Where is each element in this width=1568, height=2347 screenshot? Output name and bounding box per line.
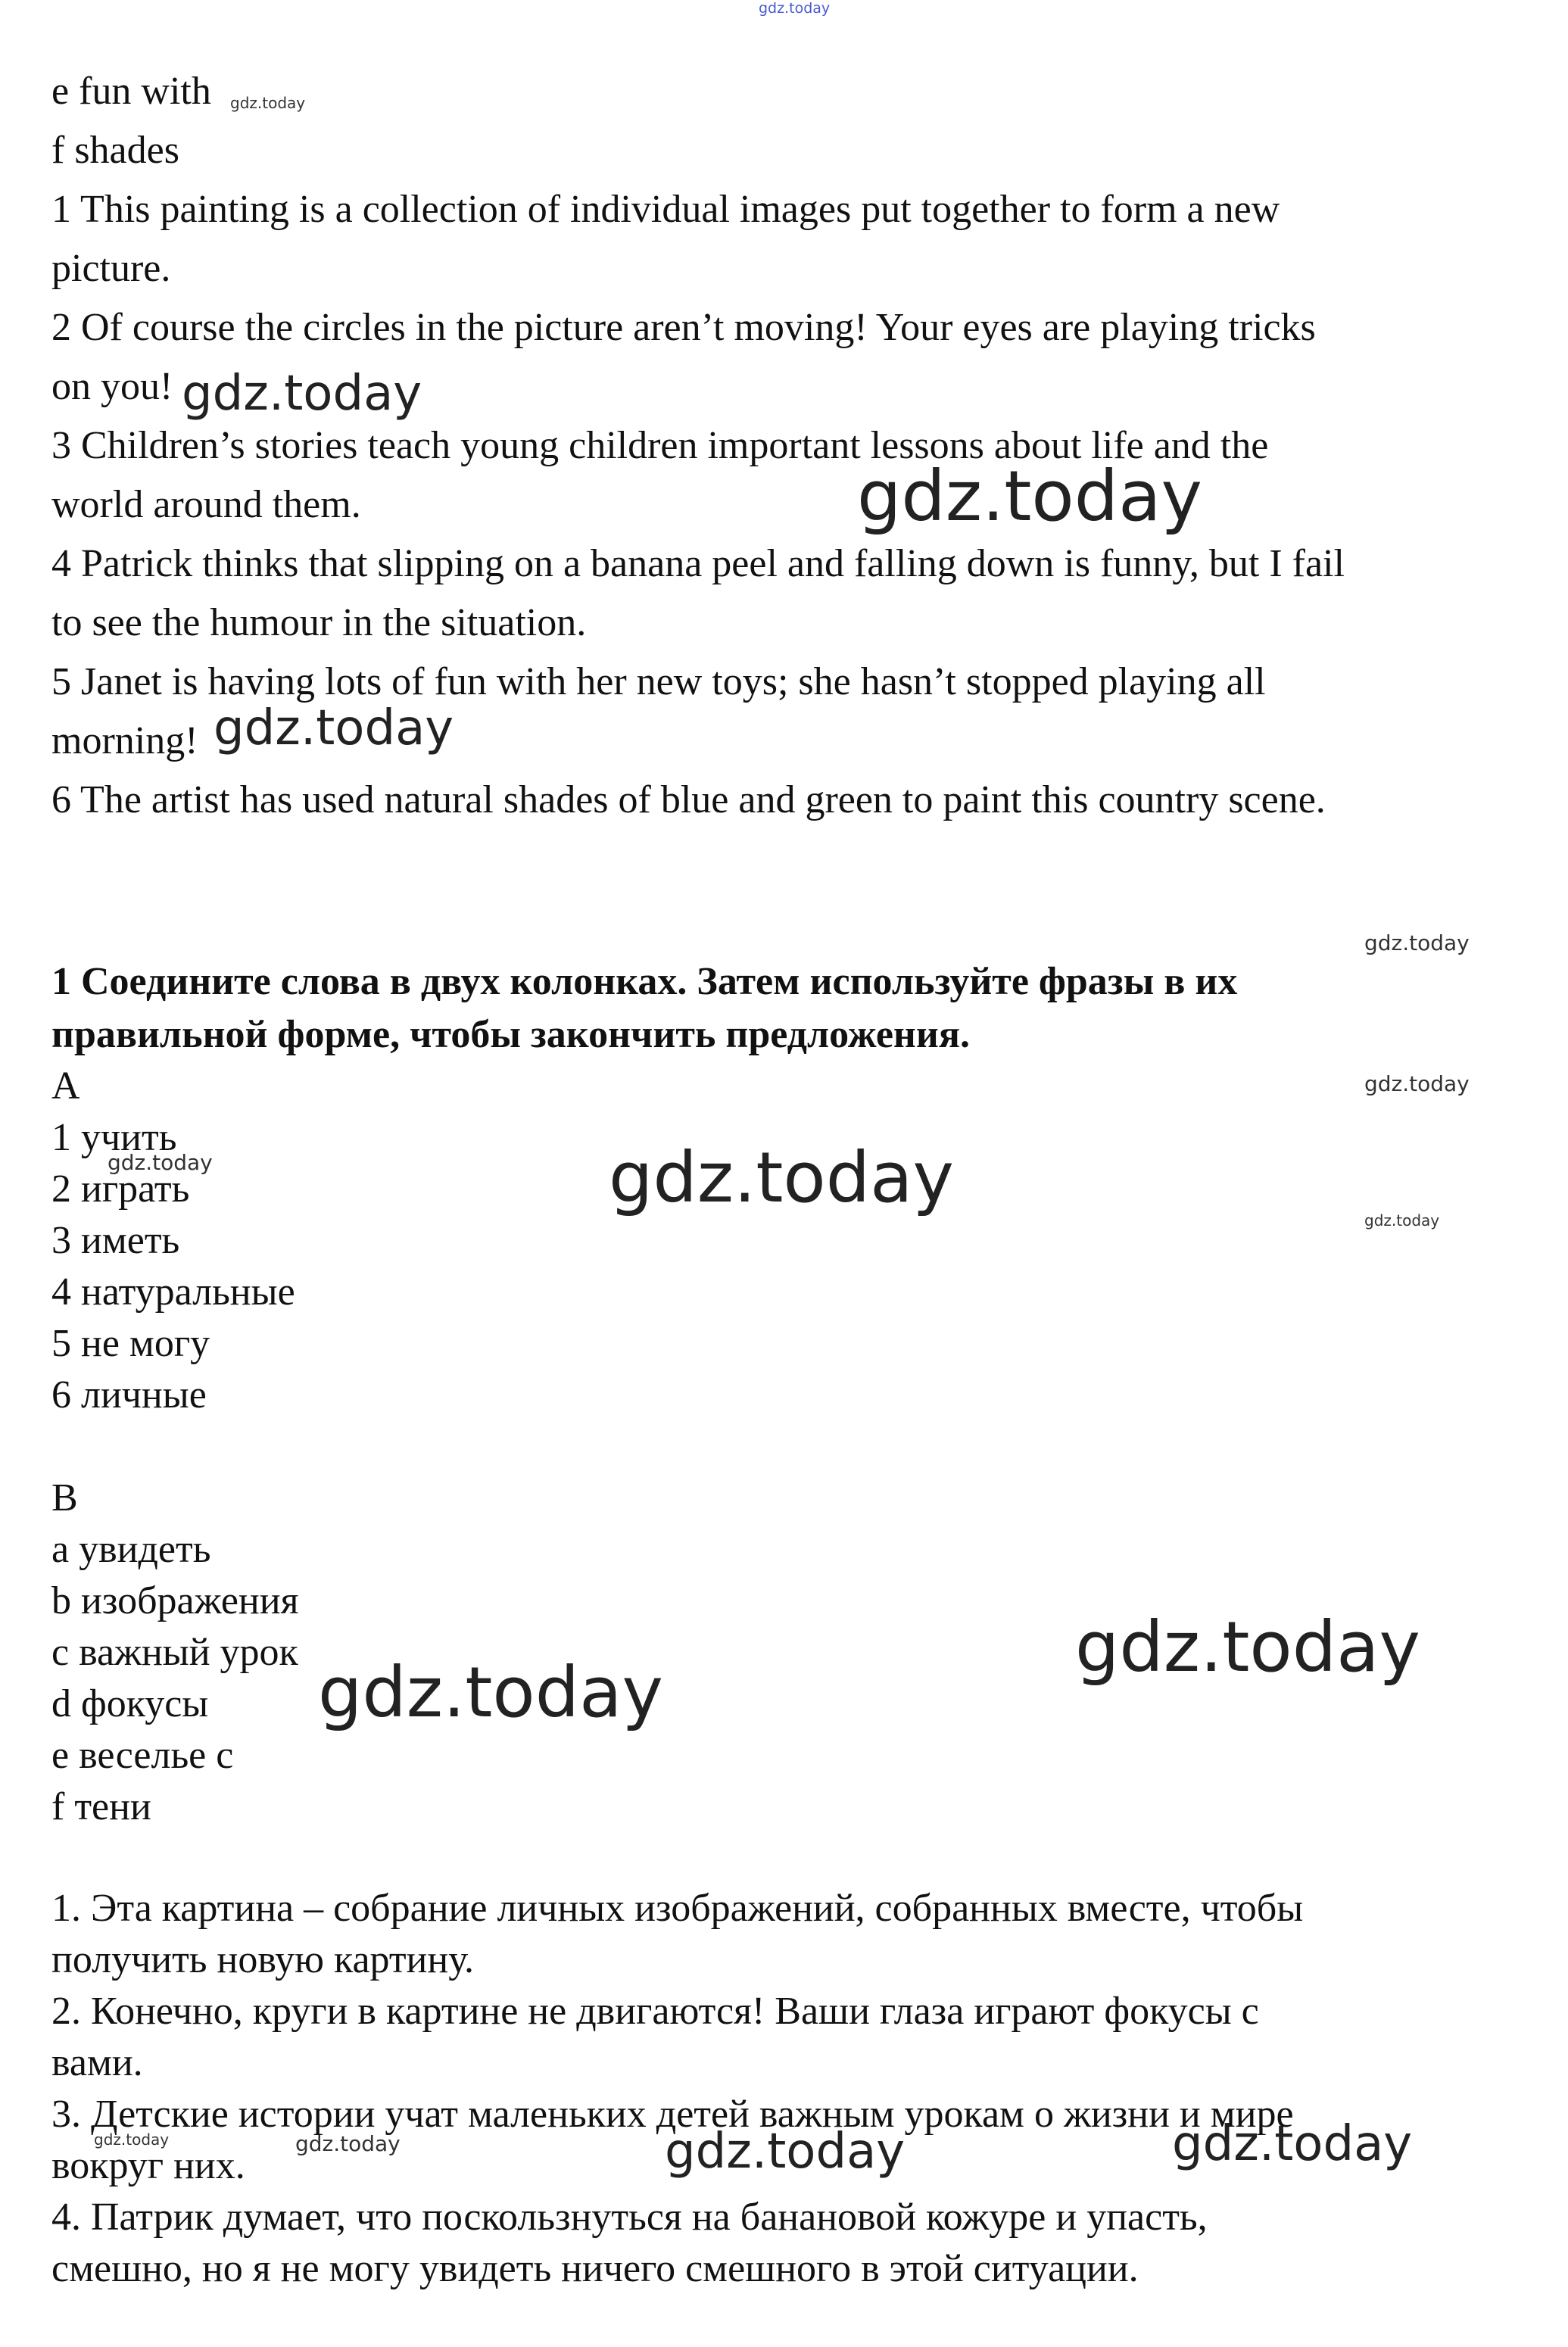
column-b-item: b изображения: [51, 1579, 299, 1622]
answer-line: 4 Patrick thinks that slipping on a banana peel and falling down is funny, but I fail: [51, 542, 1345, 585]
column-b-heading: B: [51, 1476, 78, 1519]
watermark-small: gdz.today: [94, 2130, 170, 2149]
column-a-item: 6 личные: [51, 1373, 207, 1417]
task-heading: 1 Соедините слова в двух колонках. Затем используйте фразы в их: [51, 960, 1238, 1003]
translation-line: 2. Конечно, круги в картине не двигаются! Ваши глаза играют фокусы с: [51, 1990, 1259, 2033]
watermark-small: gdz.today: [108, 1150, 213, 1175]
column-a-item: 4 натуральные: [51, 1270, 295, 1314]
column-a-heading: A: [51, 1064, 80, 1108]
answer-line: 1 This painting is a collection of individual images put together to form a new: [51, 188, 1280, 231]
column-b-item: a увидеть: [51, 1528, 211, 1571]
answer-line: e fun with: [51, 70, 211, 113]
watermark-large: gdz.today: [318, 1652, 663, 1733]
translation-line: 3. Детские истории учат маленьких детей важным урокам о жизни и мире: [51, 2093, 1294, 2136]
watermark-small: gdz.today: [230, 94, 306, 112]
column-a-item: 1 учить: [51, 1116, 177, 1159]
watermark-medium: gdz.today: [182, 366, 422, 422]
translation-line: смешно, но я не могу увидеть ничего смешного в этой ситуации.: [51, 2247, 1139, 2290]
answer-line: 5 Janet is having lots of fun with her new toys; she hasn’t stopped playing all: [51, 660, 1266, 703]
watermark-top: gdz.today: [759, 0, 831, 17]
column-b-item: d фокусы: [51, 1682, 209, 1725]
answer-line: f shades: [51, 129, 179, 172]
answer-line: 2 Of course the circles in the picture aren’t moving! Your eyes are playing tricks: [51, 306, 1316, 349]
answer-line: picture.: [51, 247, 171, 290]
watermark-small: gdz.today: [1364, 1071, 1470, 1096]
translation-line: получить новую картину.: [51, 1938, 475, 1981]
column-a-item: 2 играть: [51, 1167, 190, 1211]
watermark-small: gdz.today: [1364, 930, 1470, 955]
answer-line: world around them.: [51, 483, 361, 526]
column-a-item: 3 иметь: [51, 1219, 180, 1262]
watermark-small: gdz.today: [295, 2131, 401, 2156]
answer-line: to see the humour in the situation.: [51, 601, 587, 644]
translation-line: вами.: [51, 2041, 143, 2084]
translation-line: 4. Патрик думает, что поскользнуться на банановой кожуре и упасть,: [51, 2196, 1208, 2239]
column-a-item: 5 не могу: [51, 1322, 210, 1365]
watermark-medium: gdz.today: [665, 2124, 906, 2180]
watermark-large: gdz.today: [1075, 1607, 1420, 1688]
watermark-medium: gdz.today: [214, 700, 454, 756]
answer-line: morning!: [51, 719, 198, 762]
task-heading: правильной форме, чтобы закончить предложения.: [51, 1013, 970, 1056]
answer-line: 3 Children’s stories teach young children important lessons about life and the: [51, 424, 1269, 467]
answer-line: on you!: [51, 365, 173, 408]
column-b-item: e веселье с: [51, 1734, 234, 1777]
watermark-large: gdz.today: [609, 1137, 954, 1218]
answer-line: 6 The artist has used natural shades of blue and green to paint this country scene.: [51, 778, 1326, 821]
watermark-large: gdz.today: [857, 456, 1202, 537]
watermark-small: gdz.today: [1364, 1211, 1440, 1230]
column-b-item: f тени: [51, 1785, 151, 1828]
translation-line: 1. Эта картина – собрание личных изображений, собранных вместе, чтобы: [51, 1887, 1304, 1930]
watermark-medium: gdz.today: [1172, 2116, 1413, 2172]
column-b-item: c важный урок: [51, 1631, 298, 1674]
translation-line: вокруг них.: [51, 2144, 245, 2187]
